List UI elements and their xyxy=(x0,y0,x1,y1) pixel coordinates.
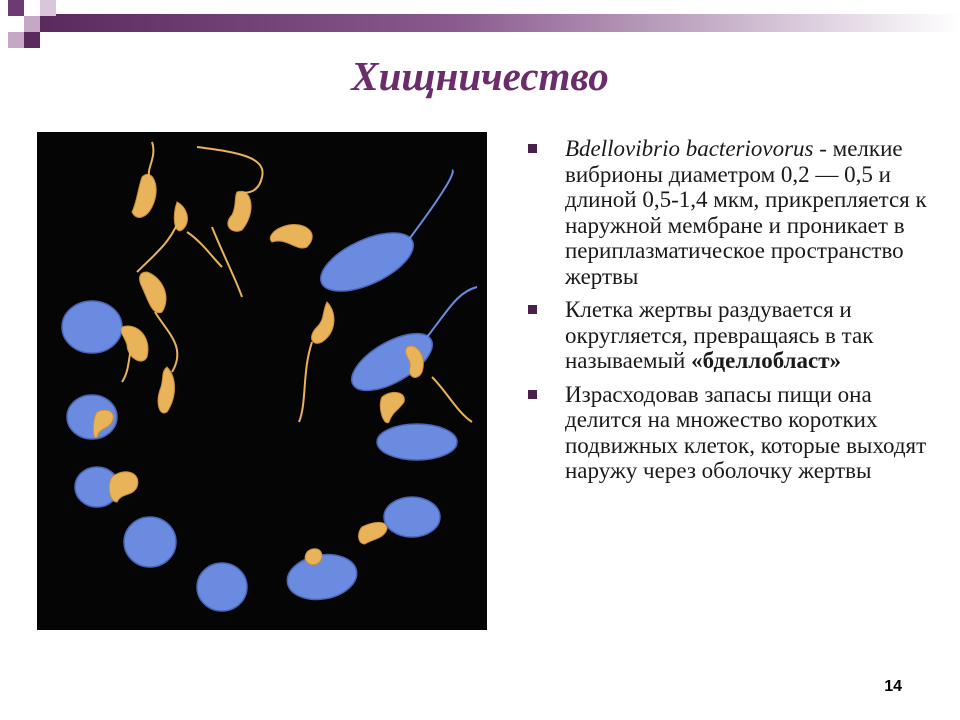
decor-square xyxy=(40,0,56,16)
bullet-item xyxy=(525,297,935,374)
decor-square xyxy=(24,16,40,32)
bdelloplast-term: «бделлобласт» xyxy=(691,348,842,373)
bullet-text: - мелкие вибрионы диаметром 0,2 — 0,5 и длиной 0,5-1,4 мкм, прикрепляется к наружной мембране и проникает в периплазматическое пространство жертвы xyxy=(565,136,927,289)
bullet-text: Израсходовав запасы пищи она делится на множество коротких подвижных клеток, которые выходят наружу через оболочку жертвы xyxy=(565,381,927,483)
square-bullet-icon xyxy=(528,305,537,314)
bdellovibrio-micrograph-image xyxy=(37,132,487,630)
bullet-item xyxy=(525,382,935,484)
header-bar xyxy=(40,14,960,32)
square-bullet-icon xyxy=(528,144,537,153)
square-bullet-icon xyxy=(528,390,537,399)
page-number: 14 xyxy=(884,678,902,695)
species-name: Bdellovibrio bacteriovorus xyxy=(565,136,814,161)
bullet-list xyxy=(525,136,935,492)
decor-square xyxy=(24,32,40,48)
bullet-item xyxy=(525,136,935,289)
decor-square xyxy=(8,0,24,16)
bullet-text: Клетка жертвы раздувается и округляется, превращаясь в так называемый xyxy=(565,297,874,373)
decor-square xyxy=(8,32,24,48)
slide-title: Хищничество xyxy=(351,53,609,99)
